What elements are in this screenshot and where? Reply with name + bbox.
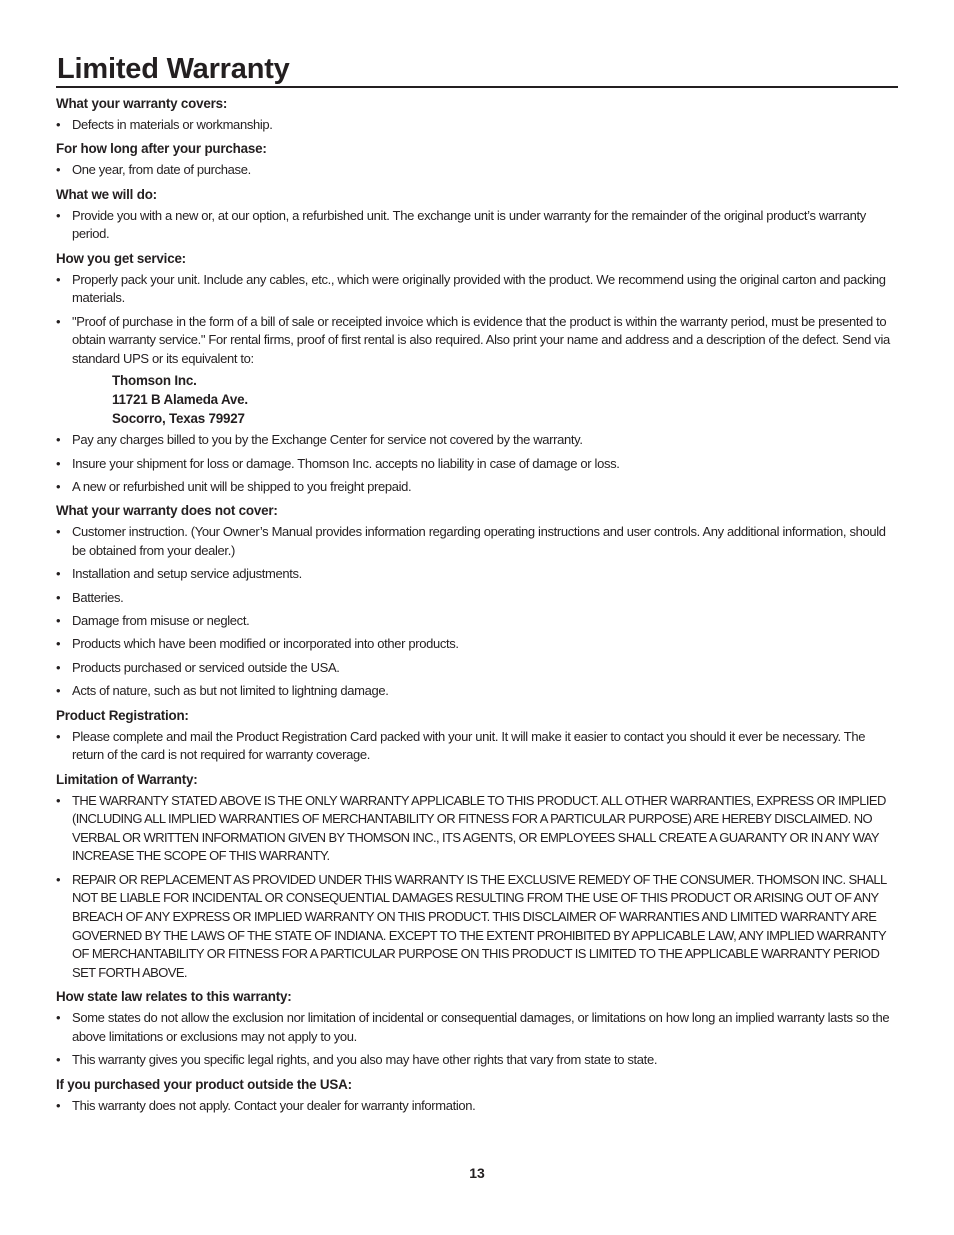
bullet-icon: • — [56, 659, 61, 675]
list-item: • Customer instruction. (Your Owner’s Manual provides information regarding operating instructions and user controls. Any additional information, should be obtained from your dealer.) — [56, 524, 886, 558]
list-item: • Please complete and mail the Product Registration Card packed with your unit. It will make it easier to contact you should it ever be necessary. The return of the card is not required for warranty coverage. — [56, 728, 866, 763]
list-item: • "Proof of purchase in the form of a bill of sale or receipted invoice which is evidence that the product is within the warranty period, must be presented to obtain warranty service." For rental firms, proof of first rental is also required. Also print your name and address and a description of the defect. Send via standard UPS or its equivalent to: — [56, 313, 890, 366]
list-item: • A new or refurbished unit will be shipped to you freight prepaid. — [56, 478, 898, 497]
list-item: • Provide you with a new or, at our option, a refurbished unit. The exchange unit is under warranty for the remainder of the original product’s warranty period. — [56, 207, 866, 242]
list-not-cover — [56, 523, 898, 701]
bullet-icon: • — [56, 636, 61, 652]
address-line: 11721 B Alameda Ave. — [112, 391, 248, 407]
warranty-page — [56, 52, 898, 1120]
bullet-icon: • — [56, 566, 61, 582]
bullet-icon: • — [56, 871, 60, 887]
list-service-after — [56, 431, 898, 496]
list-item: • Some states do not allow the exclusion nor limitation of incidental or consequential damages, or limitations on how long an implied warranty lasts so the above limitations or exclusions may not apply to you. — [56, 1010, 890, 1044]
page-title: Limited Warranty — [57, 53, 290, 85]
section-heading-state-law: How state law relates to this warranty: — [56, 989, 292, 1005]
list-item: • Products which have been modified or incorporated into other products. — [56, 635, 898, 654]
bullet-icon: • — [56, 117, 61, 132]
section-heading-how-long: For how long after your purchase: — [56, 141, 267, 157]
bullet-icon: • — [56, 728, 61, 744]
address-line: Socorro, Texas 79927 — [112, 410, 245, 426]
section-heading-outside-usa: If you purchased your product outside the USA: — [56, 1076, 352, 1092]
list-state-law — [56, 1009, 898, 1070]
list-item: • Acts of nature, such as but not limited to lightning damage. — [56, 682, 898, 701]
bullet-icon: • — [56, 207, 61, 223]
section-heading-not-cover: What your warranty does not cover: — [56, 503, 278, 519]
list-item: • One year, from date of purchase. — [56, 161, 898, 180]
list-item: • Damage from misuse or neglect. — [56, 612, 898, 631]
section-heading-registration: Product Registration: — [56, 707, 189, 723]
list-item: • Properly pack your unit. Include any cables, etc., which were originally provided with the product. We recommend using the original carton and packing materials. — [56, 271, 886, 306]
list-item: • This warranty gives you specific legal rights, and you also may have other rights that vary from state to state. — [56, 1051, 898, 1070]
bullet-icon: • — [56, 432, 61, 448]
bullet-icon: • — [56, 1010, 61, 1026]
list-item: • This warranty does not apply. Contact your dealer for warranty information. — [56, 1097, 898, 1116]
list-item: • Batteries. — [56, 589, 898, 608]
list-item: • Installation and setup service adjustments. — [56, 565, 898, 584]
bullet-icon: • — [56, 683, 61, 699]
bullet-icon: • — [56, 271, 61, 287]
page-number: 13 — [469, 1165, 485, 1181]
bullet-icon: • — [56, 1097, 61, 1113]
section-heading-will-do: What we will do: — [56, 186, 157, 202]
bullet-icon: • — [56, 478, 61, 494]
mailing-address — [56, 372, 898, 428]
list-how-long — [56, 161, 898, 180]
address-line: Thomson Inc. — [112, 373, 197, 389]
list-limitation — [56, 792, 898, 983]
list-item: • Defects in materials or workmanship. — [56, 116, 898, 135]
list-item: • THE WARRANTY STATED ABOVE IS THE ONLY WARRANTY APPLICABLE TO THIS PRODUCT. ALL OTHER WARRANTIES, EXPRESS OR IMPLIED (INCLUDING ALL IMPLIED WARRANTIES OF MERCHANTABILITY OR FITNESS FOR A PARTICULAR PURPOSE) ARE HEREBY DISCLAIMED. NO VERBAL OR WRITTEN INFORMATION GIVEN BY THOMSON INC., ITS AGENTS, OR EMPLOYEES SHALL CREATE A GUARANTY OR IN ANY WAY INCREASE THE SCOPE OF THIS WARRANTY. — [56, 792, 886, 864]
list-covers — [56, 116, 898, 135]
section-heading-service: How you get service: — [56, 250, 186, 266]
bullet-icon: • — [56, 1052, 61, 1068]
title-rule — [56, 86, 898, 88]
list-item: • REPAIR OR REPLACEMENT AS PROVIDED UNDER THIS WARRANTY IS THE EXCLUSIVE REMEDY OF THE CONSUMER. THOMSON INC. SHALL NOT BE LIABLE FOR INCIDENTAL OR CONSEQUENTIAL DAMAGES RESULTING FROM THE USE OF THIS PRODUCT OR ARISING OUT OF ANY BREACH OF ANY EXPRESS OR IMPLIED WARRANTY ON THIS PRODUCT. THIS DISCLAIMER OF WARRANTIES AND LIMITED WARRANTY ARE GOVERNED BY THE LAWS OF THE STATE OF INDIANA. EXCEPT TO THE EXTENT PROHIBITED BY APPLICABLE LAW, ANY IMPLIED WARRANTY OF MERCHANTABILITY OR FITNESS FOR A PARTICULAR PURPOSE ON THIS PRODUCT IS LIMITED TO THE APPLICABLE WARRANTY PERIOD SET FORTH ABOVE. — [56, 871, 887, 980]
bullet-icon: • — [56, 589, 61, 605]
bullet-icon: • — [56, 524, 61, 540]
section-heading-covers: What your warranty covers: — [56, 96, 228, 111]
list-service — [56, 271, 898, 369]
list-item: • Insure your shipment for loss or damage. Thomson Inc. accepts no liability in case of damage or loss. — [56, 455, 898, 474]
list-outside-usa — [56, 1097, 898, 1116]
section-heading-limitation: Limitation of Warranty: — [56, 771, 198, 787]
list-item: • Pay any charges billed to you by the Exchange Center for service not covered by the warranty. — [56, 431, 898, 450]
bullet-icon: • — [56, 313, 61, 329]
bullet-icon: • — [56, 455, 61, 471]
list-will-do — [56, 207, 898, 244]
list-registration — [56, 728, 898, 765]
bullet-icon: • — [56, 792, 60, 808]
list-item: • Products purchased or serviced outside the USA. — [56, 659, 898, 678]
bullet-icon: • — [56, 613, 61, 629]
bullet-icon: • — [56, 162, 61, 178]
